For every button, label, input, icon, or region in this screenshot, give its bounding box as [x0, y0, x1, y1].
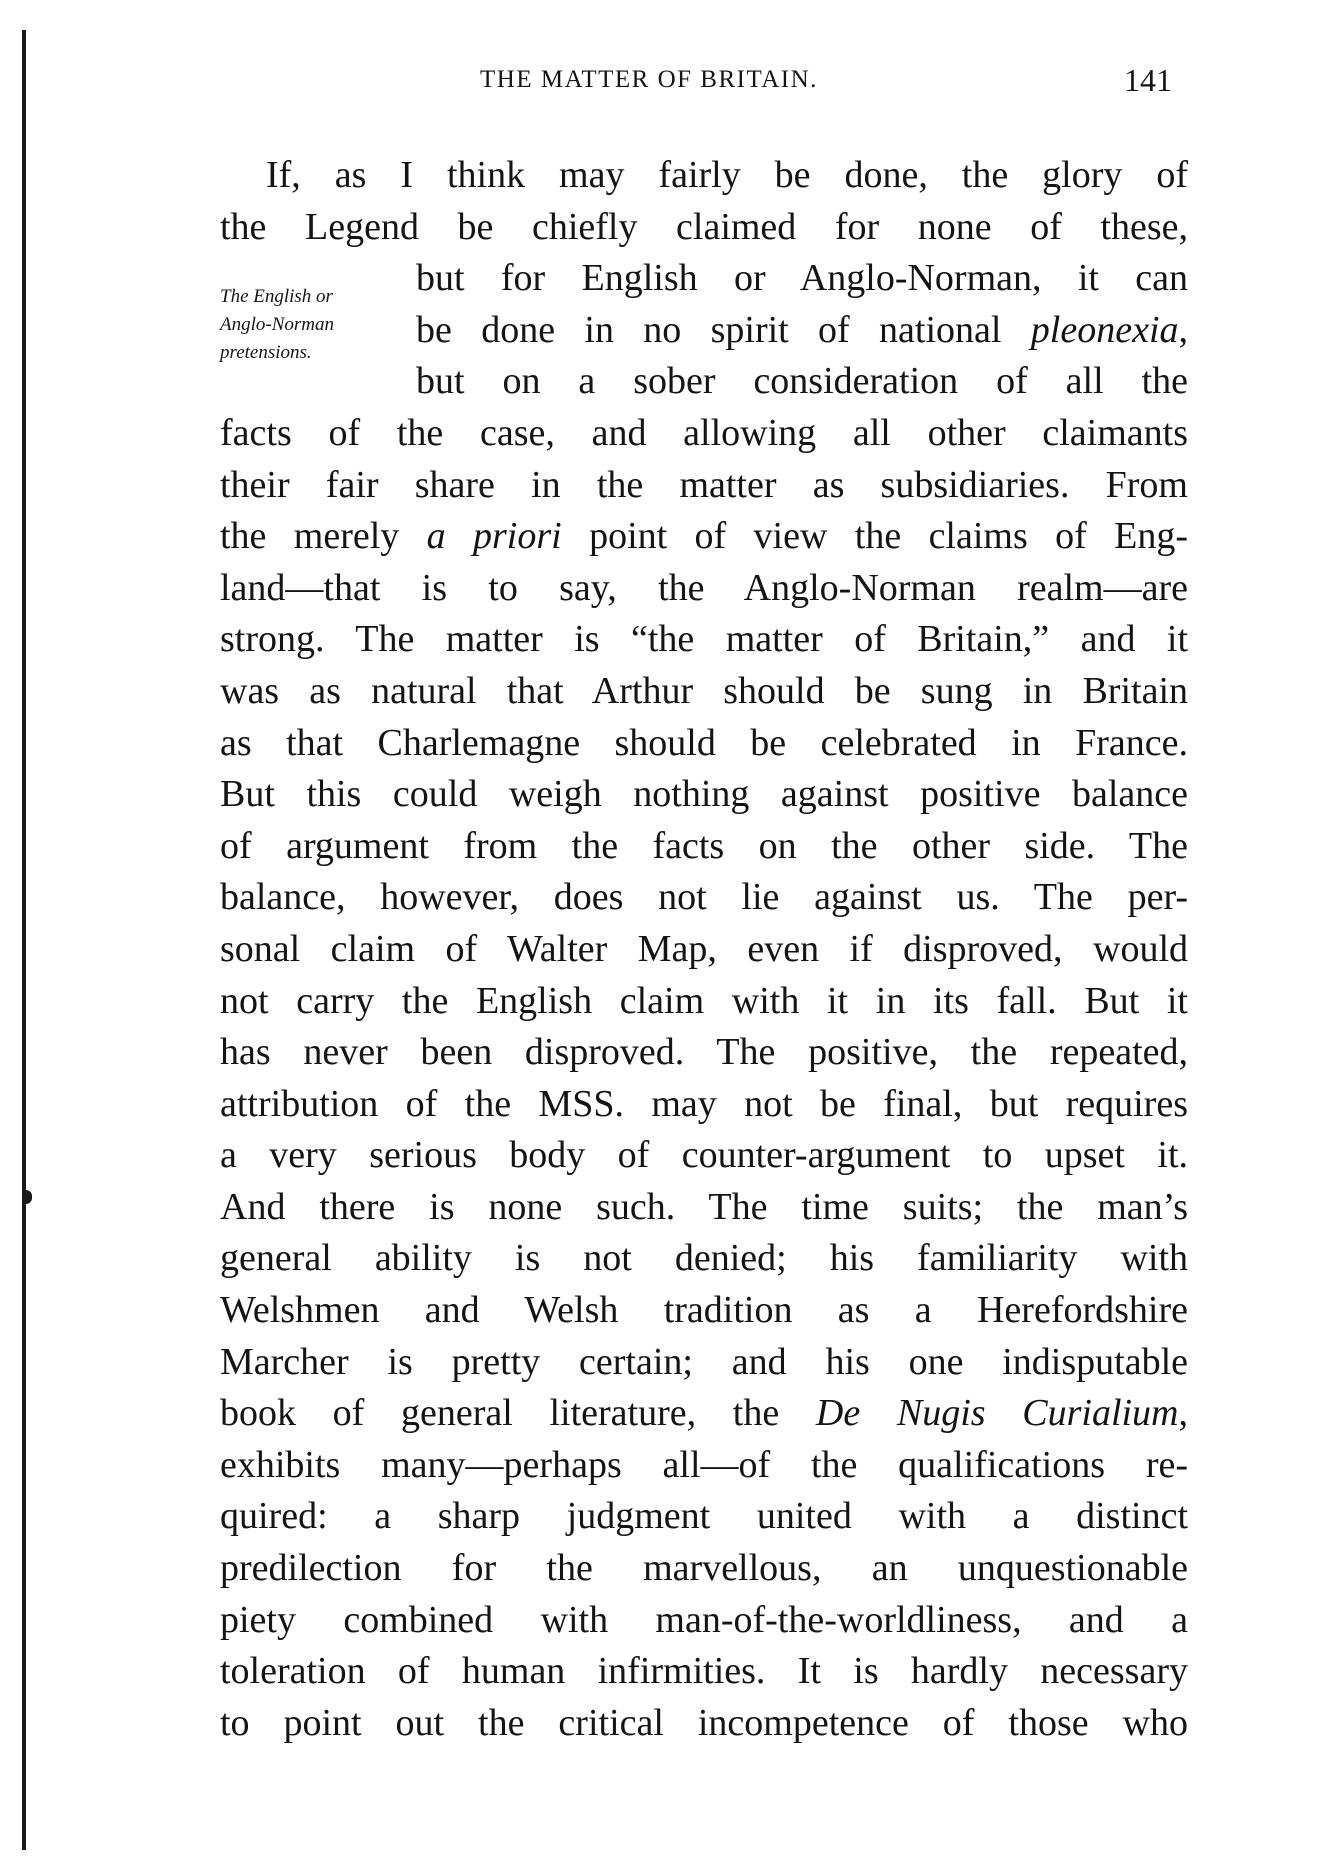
- text-line: attribution of the MSS. may not be final, but requires: [220, 1082, 1188, 1125]
- text-line: the merely a priori point of view the claims of Eng-: [220, 515, 1188, 558]
- text-line: as that Charlemagne should be celebrated in France.: [220, 721, 1188, 764]
- text-line: has never been disproved. The positive, the repeated,: [220, 1031, 1188, 1074]
- text-line: But this could weigh nothing against positive balance: [220, 773, 1188, 816]
- text-line: piety combined with man-of-the-worldliness, and a: [220, 1598, 1188, 1641]
- text-line: but for English or Anglo-Norman, it can: [416, 257, 1188, 300]
- text-line: facts of the case, and allowing all other claimants: [220, 411, 1188, 454]
- text-line: And there is none such. The time suits; the man’s: [220, 1185, 1188, 1228]
- binding-mark: [22, 1190, 32, 1204]
- page-number: 141: [1124, 62, 1172, 98]
- margin-note-line: Anglo-Norman: [220, 314, 334, 335]
- text-line: Welshmen and Welsh tradition as a Herefordshire: [220, 1289, 1188, 1332]
- text-line: book of general literature, the De Nugis Curialium,: [220, 1392, 1189, 1435]
- body-text: [220, 150, 1188, 1749]
- text-line: was as natural that Arthur should be sung in Britain: [220, 669, 1188, 712]
- text-line: Marcher is pretty certain; and his one indisputable: [220, 1340, 1188, 1383]
- binding-edge: [22, 30, 26, 1850]
- text-line: their fair share in the matter as subsidiaries. From: [220, 463, 1188, 506]
- text-line: If, as I think may fairly be done, the glory of: [266, 154, 1188, 196]
- text-line: toleration of human infirmities. It is hardly necessary: [220, 1650, 1188, 1693]
- text-line: balance, however, does not lie against us. The per-: [220, 876, 1188, 919]
- running-title: THE MATTER OF BRITAIN.: [480, 66, 818, 93]
- text-line: general ability is not denied; his familiarity with: [220, 1237, 1188, 1280]
- text-line: the Legend be chiefly claimed for none of these,: [220, 205, 1188, 248]
- text-line: quired: a sharp judgment united with a distinct: [220, 1495, 1188, 1538]
- text-line: a very serious body of counter-argument to upset it.: [220, 1134, 1188, 1177]
- margin-note-line: pretensions.: [220, 342, 312, 363]
- text-line: but on a sober consideration of all the: [416, 360, 1188, 403]
- text-line: to point out the critical incompetence of those who: [220, 1701, 1188, 1744]
- text-line: of argument from the facts on the other side. The: [220, 824, 1188, 867]
- text-line: be done in no spirit of national pleonexia,: [416, 308, 1188, 351]
- margin-note-line: The English or: [220, 286, 333, 307]
- text-line: strong. The matter is “the matter of Britain,” and it: [220, 618, 1188, 661]
- text-line: predilection for the marvellous, an unquestionable: [220, 1547, 1188, 1590]
- text-line: sonal claim of Walter Map, even if disproved, would: [220, 927, 1188, 970]
- text-line: not carry the English claim with it in its fall. But it: [220, 979, 1188, 1022]
- text-line: exhibits many—perhaps all—of the qualifications re-: [220, 1443, 1188, 1486]
- text-line: land—that is to say, the Anglo-Norman realm—are: [220, 566, 1188, 609]
